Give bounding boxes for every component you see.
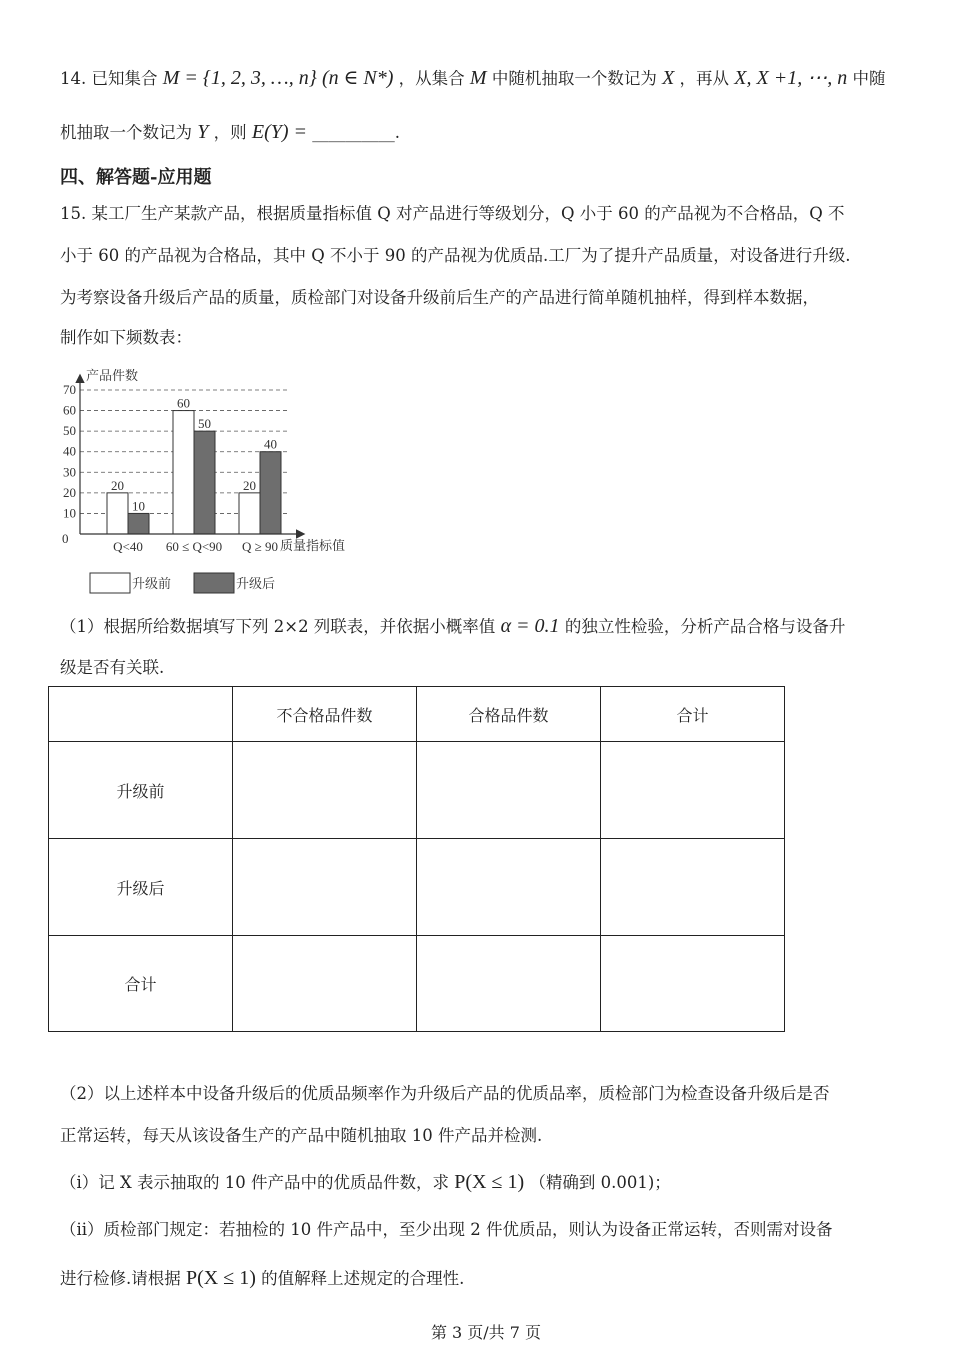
page-footer: 第 3 页/共 7 页 xyxy=(430,1323,542,1342)
bar-before xyxy=(239,493,260,534)
table-header-cell: 合格品件数 xyxy=(417,687,601,742)
q14-text-a: ，从集合 xyxy=(398,69,465,88)
table-cell[interactable] xyxy=(417,936,601,1032)
bar-before xyxy=(107,493,128,534)
part2-ii-line1: （ii）质检部门规定：若抽检的 10 件产品中，至少出现 2 件优质品，则认为设备正常运转，否则需对设备 xyxy=(60,1220,833,1239)
table-row xyxy=(49,742,785,839)
q15-para-2: 小于 60 的产品视为合格品，其中 Q 不小于 90 的产品视为优质品.工厂为了提升产品质量，对设备进行升级. xyxy=(60,246,851,265)
y-tick-label: 40 xyxy=(63,443,76,459)
q14-text-b: 中随机抽取一个数记为 xyxy=(491,69,657,88)
part2-i-text-b: （精确到 0.001)； xyxy=(529,1173,671,1192)
answer-blank: __________. xyxy=(312,123,401,142)
legend-swatch xyxy=(194,573,234,593)
var-x: X xyxy=(662,67,675,89)
expectation-expression: E(Y) = xyxy=(251,121,308,143)
q14-text-d: 中随 xyxy=(852,69,886,88)
origin-label: 0 xyxy=(62,531,69,546)
set-expression: M = {1, 2, 3, …, n} xyxy=(162,67,317,89)
q15-para-1: 15. 某工厂生产某款产品，根据质量指标值 Q 对产品进行等级划分，Q 小于 60 的产品视为不合格品，Q 不 xyxy=(60,204,845,223)
part2-ii-text-b: 的值解释上述规定的合理性. xyxy=(261,1269,465,1288)
contingency-table xyxy=(48,686,785,1032)
part1-text-b: 的独立性检验，分析产品合格与设备升 xyxy=(564,617,846,636)
probability-expression-2: P(X ≤ 1) xyxy=(186,1267,256,1289)
row-label: 升级后 xyxy=(49,839,233,936)
bar-value-label: 20 xyxy=(111,477,124,493)
part1-line1 xyxy=(60,614,845,639)
table-cell[interactable] xyxy=(233,742,417,839)
category-label: 60 ≤ Q<90 xyxy=(165,539,223,554)
q14-label: 14. 已知集合 xyxy=(60,69,158,88)
table-cell[interactable] xyxy=(417,839,601,936)
bar-after xyxy=(194,431,215,534)
table-header-row xyxy=(49,687,785,742)
q14-text-c: ，再从 xyxy=(679,69,730,88)
table-cell[interactable] xyxy=(601,742,785,839)
y-tick-label: 20 xyxy=(63,484,76,500)
part2-ii-text-a: 进行检修.请根据 xyxy=(60,1269,181,1288)
sequence-expression: X, X +1, ⋯, n xyxy=(734,67,848,89)
q14-line2 xyxy=(60,120,400,145)
table-cell[interactable] xyxy=(417,742,601,839)
var-y: Y xyxy=(197,121,209,143)
alpha-expression: α = 0.1 xyxy=(500,615,560,637)
table-cell[interactable] xyxy=(233,936,417,1032)
frequency-bar-chart xyxy=(48,362,368,602)
q14-text-f: ，则 xyxy=(213,123,247,142)
x-axis-label: 质量指标值 xyxy=(280,539,346,554)
bar-value-label: 40 xyxy=(264,436,277,452)
table-row xyxy=(49,839,785,936)
q15-para-3: 为考察设备升级后产品的质量，质检部门对设备升级前后生产的产品进行简单随机抽样，得到样本数据， xyxy=(60,288,819,307)
table-cell[interactable] xyxy=(233,839,417,936)
section-title: 四、解答题-应用题 xyxy=(60,167,212,188)
part2-line2: 正常运转，每天从该设备生产的产品中随机抽取 10 件产品并检测. xyxy=(60,1126,543,1145)
y-tick-label: 60 xyxy=(63,402,76,418)
probability-expression: P(X ≤ 1) xyxy=(454,1171,525,1193)
part2-i-text-a: （i）记 X 表示抽取的 10 件产品中的优质品件数，求 xyxy=(60,1173,449,1192)
bar-after xyxy=(128,513,149,534)
part2-i-line xyxy=(60,1170,671,1195)
q14-text-e: 机抽取一个数记为 xyxy=(60,123,192,142)
category-label: Q<40 xyxy=(113,539,143,554)
set-condition: (n ∈ N*) xyxy=(321,67,394,89)
bar-value-label: 60 xyxy=(177,395,190,411)
legend-label: 升级前 xyxy=(132,577,172,592)
y-axis-label: 产品件数 xyxy=(86,369,139,384)
table-header-cell xyxy=(49,687,233,742)
set-name: M xyxy=(469,67,487,89)
y-tick-label: 10 xyxy=(63,505,76,521)
part2-ii-line2 xyxy=(60,1266,464,1291)
bar-value-label: 20 xyxy=(243,477,256,493)
y-tick-label: 70 xyxy=(63,382,76,397)
row-label: 合计 xyxy=(49,936,233,1032)
part1-line2: 级是否有关联. xyxy=(60,658,165,677)
bar-before xyxy=(173,411,194,534)
legend-label: 升级后 xyxy=(236,577,276,592)
row-label: 升级前 xyxy=(49,742,233,839)
table-row xyxy=(49,936,785,1032)
category-label: Q ≥ 90 xyxy=(241,539,279,554)
q15-para-4: 制作如下频数表： xyxy=(60,328,192,347)
table-cell[interactable] xyxy=(601,936,785,1032)
bar-after xyxy=(260,452,281,534)
bar-value-label: 10 xyxy=(132,498,145,514)
q14-line1 xyxy=(60,66,885,91)
legend-swatch xyxy=(90,573,130,593)
bar-value-label: 50 xyxy=(198,416,211,432)
table-header-cell: 合计 xyxy=(601,687,785,742)
part1-text-a: （1）根据所给数据填写下列 2×2 列联表，并依据小概率值 xyxy=(60,617,496,636)
y-tick-label: 50 xyxy=(63,423,76,439)
y-tick-label: 30 xyxy=(63,464,76,480)
part2-line1: （2）以上述样本中设备升级后的优质品频率作为升级后产品的优质品率，质检部门为检查设备升级后是否 xyxy=(60,1084,830,1103)
table-cell[interactable] xyxy=(601,839,785,936)
table-header-cell: 不合格品件数 xyxy=(233,687,417,742)
